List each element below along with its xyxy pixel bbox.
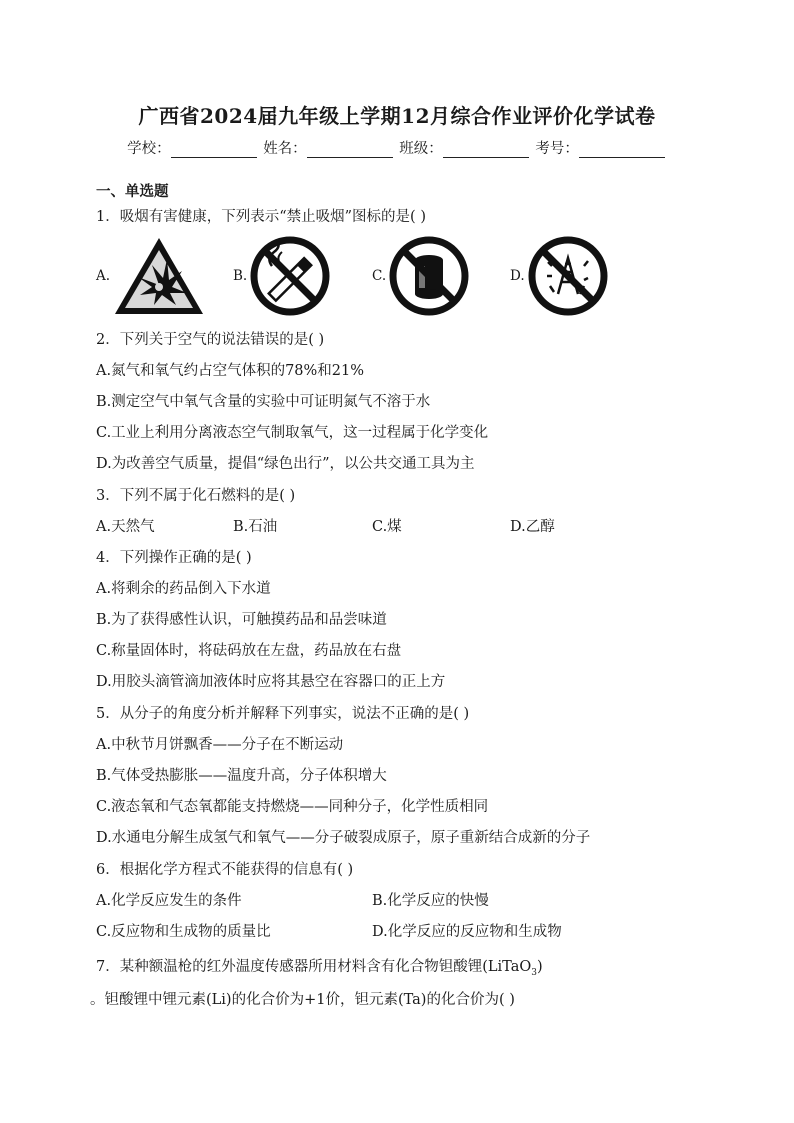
question-5-stem: 5．从分子的角度分析并解释下列事实，说法不正确的是( ) [96, 706, 470, 722]
q6-option-c: C.反应物和生成物的质量比 [96, 924, 271, 940]
explosive-warning-icon [112, 235, 206, 317]
formula-litao3 [482, 959, 543, 978]
student-info-line [0, 137, 794, 158]
question-7-stem-continued: 。钽酸锂中锂元素(Li)的化合价为+1价，钽元素(Ta)的化合价为( ) [90, 992, 515, 1008]
question-4-stem: 4．下列操作正确的是( ) [96, 550, 252, 566]
q3-option-d: D.乙醇 [510, 519, 555, 535]
no-oil-drum-icon [389, 236, 469, 316]
q3-option-a: A.天然气 [96, 519, 155, 535]
class-blank[interactable] [443, 143, 529, 158]
q1-option-b-label: B. [233, 268, 248, 284]
q4-option-c: C.称量固体时，将砝码放在左盘，药品放在右盘 [96, 643, 402, 659]
q6-option-d: D.化学反应的反应物和生成物 [372, 924, 562, 940]
q1-option-c-label: C. [372, 268, 387, 284]
q5-option-a: A.中秋节月饼飘香——分子在不断运动 [96, 737, 344, 753]
no-fireworks-icon [528, 236, 608, 316]
q1-option-d-label: D. [510, 268, 525, 284]
question-2-stem: 2．下列关于空气的说法错误的是( ) [96, 332, 325, 348]
class-label: 班级： [399, 141, 443, 157]
q4-option-a: A.将剩余的药品倒入下水道 [96, 581, 271, 597]
question-1-stem: 1．吸烟有害健康，下列表示“禁止吸烟”图标的是( ) [96, 209, 426, 225]
question-7-text: 7．某种额温枪的红外温度传感器所用材料含有化合物钽酸锂 [96, 959, 483, 975]
page-title: 广西省2024届九年级上学期12月综合作业评价化学试卷 [138, 104, 656, 128]
q3-option-c: C.煤 [372, 519, 402, 535]
section-heading: 一、单选题 [96, 183, 169, 200]
q5-option-b: B.气体受热膨胀——温度升高，分子体积增大 [96, 768, 387, 784]
name-blank[interactable] [307, 143, 393, 158]
question-7-stem [96, 955, 543, 978]
q6-option-b: B.化学反应的快慢 [372, 893, 489, 909]
q5-option-d: D.水通电分解生成氢气和氧气——分子破裂成原子，原子重新结合成新的分子 [96, 830, 591, 846]
q2-option-c: C.工业上利用分离液态空气制取氧气，这一过程属于化学变化 [96, 425, 489, 441]
q6-option-a: A.化学反应发生的条件 [96, 893, 242, 909]
q2-option-d: D.为改善空气质量，提倡“绿色出行”，以公共交通工具为主 [96, 456, 475, 472]
formula-end: ) [536, 959, 543, 975]
exam-number-blank[interactable] [579, 143, 665, 158]
exam-number-label: 考号： [535, 141, 579, 157]
q2-option-b: B.测定空气中氧气含量的实验中可证明氮气不溶于水 [96, 394, 431, 410]
question-3-stem: 3．下列不属于化石燃料的是( ) [96, 488, 296, 504]
q4-option-b: B.为了获得感性认识，可触摸药品和品尝味道 [96, 612, 387, 628]
q2-option-a: A.氮气和氧气约占空气体积的78%和21% [96, 363, 365, 379]
formula-subscript: 3 [531, 967, 537, 978]
question-6-stem: 6．根据化学方程式不能获得的信息有( ) [96, 862, 354, 878]
q4-option-d: D.用胶头滴管滴加液体时应将其悬空在容器口的正上方 [96, 674, 446, 690]
formula-main: (LiTaO [482, 959, 532, 975]
school-blank[interactable] [171, 143, 257, 158]
school-label: 学校： [127, 141, 171, 157]
q5-option-c: C.液态氧和气态氧都能支持燃烧——同种分子，化学性质相同 [96, 799, 489, 815]
q1-option-a-label: A. [96, 268, 111, 284]
q3-option-b: B.石油 [233, 519, 278, 535]
name-label: 姓名： [263, 141, 307, 157]
no-smoking-icon [250, 236, 330, 316]
